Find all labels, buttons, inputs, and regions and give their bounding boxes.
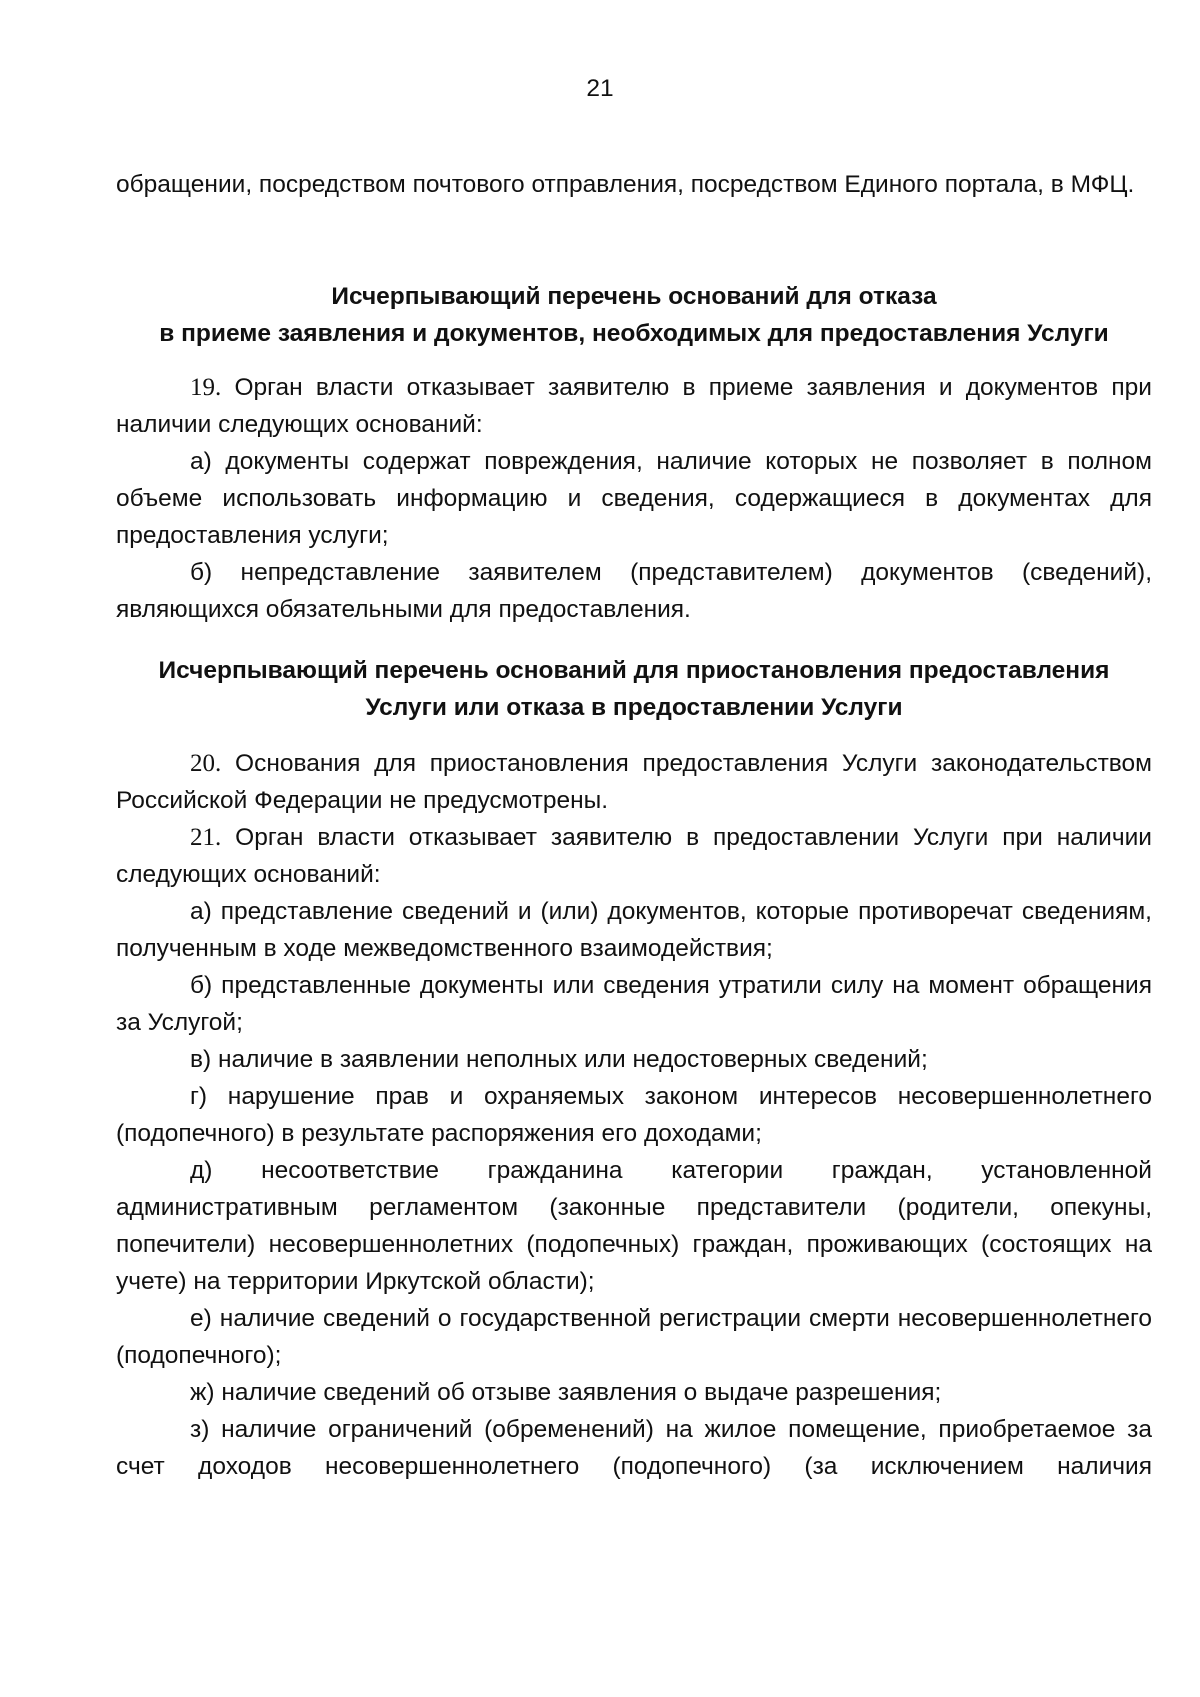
intro-paragraph-block bbox=[116, 166, 1152, 203]
paragraph-19 bbox=[116, 369, 1152, 443]
page-number: 21 bbox=[586, 75, 614, 102]
paragraph-19-text: Орган власти отказывает заявителю в приеме заявления и документов при наличии следующих оснований: bbox=[116, 374, 1152, 438]
paragraph-20-text: Основания для приостановления предоставления Услуги законодательством Российской Федерации не предусмотрены. bbox=[116, 750, 1152, 814]
paragraph-20 bbox=[116, 745, 1152, 819]
section1-body bbox=[116, 369, 1152, 628]
section2-heading-line2: Услуги или отказа в предоставлении Услуги bbox=[365, 694, 903, 721]
paragraph-21-item-e: е) наличие сведений о государственной регистрации смерти несовершеннолетнего (подопечного); bbox=[116, 1305, 1152, 1369]
section2-body bbox=[116, 745, 1152, 1485]
paragraph-21-item-zh: ж) наличие сведений об отзыве заявления о выдаче разрешения; bbox=[190, 1379, 942, 1406]
section-refusal-acceptance bbox=[116, 278, 1152, 352]
paragraph-20-number: 20. bbox=[190, 750, 222, 777]
paragraph-19-item-b: б) непредставление заявителем (представителем) документов (сведений), являющихся обязательными для предоставления. bbox=[116, 559, 1152, 623]
paragraph-21-item-a: а) представление сведений и (или) документов, которые противоречат сведениям, полученным в ходе межведомственного взаимодействия; bbox=[116, 898, 1152, 962]
section1-heading-line2: в приеме заявления и документов, необходимых для предоставления Услуги bbox=[159, 320, 1109, 347]
paragraph-21-item-b: б) представленные документы или сведения утратили силу на момент обращения за Услугой; bbox=[116, 972, 1152, 1036]
intro-paragraph: обращении, посредством почтового отправления, посредством Единого портала, в МФЦ. bbox=[116, 171, 1135, 198]
paragraph-19-number: 19. bbox=[190, 374, 222, 401]
paragraph-19-item-a: а) документы содержат повреждения, наличие которых не позволяет в полном объеме использовать информацию и сведения, содержащиеся в документах для предоставления услуги; bbox=[116, 448, 1152, 549]
section-suspension-refusal bbox=[116, 652, 1152, 726]
paragraph-21-text: Орган власти отказывает заявителю в предоставлении Услуги при наличии следующих оснований: bbox=[116, 824, 1152, 888]
section2-heading-line1: Исчерпывающий перечень оснований для приостановления предоставления bbox=[158, 657, 1110, 684]
paragraph-21-number: 21. bbox=[190, 824, 222, 851]
section1-heading-line1: Исчерпывающий перечень оснований для отказа bbox=[331, 283, 937, 310]
paragraph-21 bbox=[116, 819, 1152, 893]
paragraph-21-item-d: д) несоответствие гражданина категории граждан, установленной административным регламентом (законные представители (родители, опекуны, попечители) несовершеннолетних (подопечных) граждан, проживающих (состоящих на учете) на территории Иркутской области); bbox=[116, 1157, 1152, 1295]
paragraph-21-item-v: в) наличие в заявлении неполных или недостоверных сведений; bbox=[190, 1046, 928, 1073]
paragraph-21-item-g: г) нарушение прав и охраняемых законом интересов несовершеннолетнего (подопечного) в результате распоряжения его доходами; bbox=[116, 1083, 1152, 1147]
paragraph-21-item-z: з) наличие ограничений (обременений) на жилое помещение, приобретаемое за счет доходов несовершеннолетнего (подопечного) (за исключением наличия bbox=[116, 1416, 1152, 1480]
